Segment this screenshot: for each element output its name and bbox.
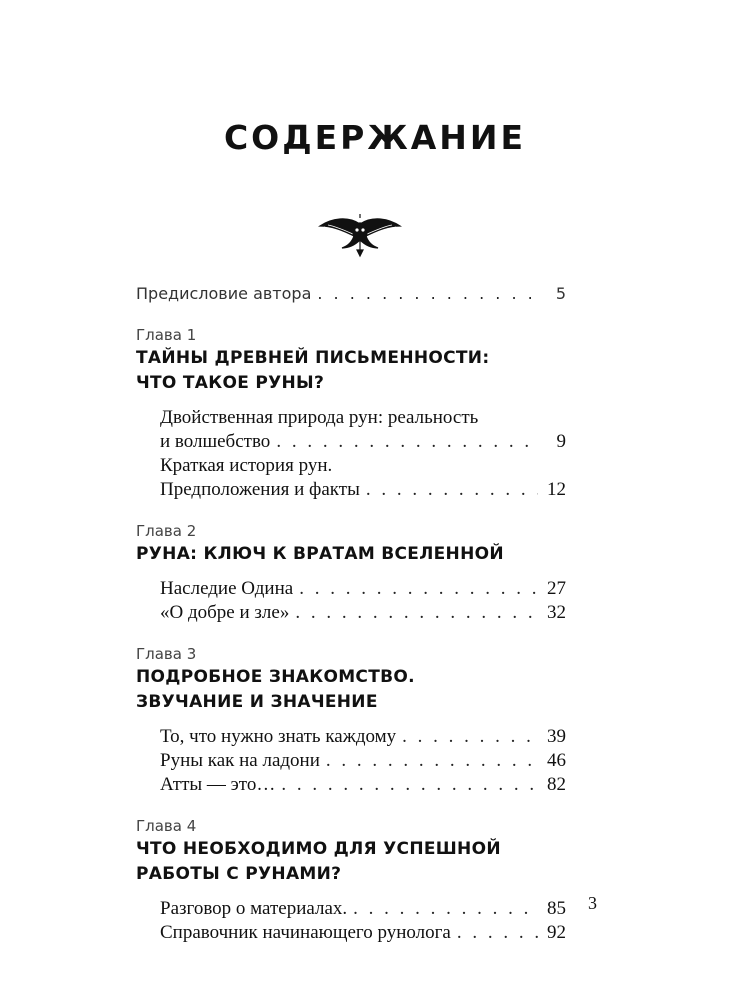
toc-entry-text: Атты — это… xyxy=(160,774,276,795)
toc-entry[interactable] xyxy=(136,921,566,945)
toc-entry-page: 27 xyxy=(547,578,566,599)
chapter-3 xyxy=(136,643,566,797)
chapter-1 xyxy=(136,324,566,502)
chapter-label: Глава 3 xyxy=(136,645,197,663)
page-number: 3 xyxy=(588,893,597,913)
leader-dots xyxy=(299,577,538,601)
chapter-title[interactable] xyxy=(136,665,566,715)
chapter-title[interactable] xyxy=(136,542,566,567)
leader-dots xyxy=(276,430,538,454)
toc-entry[interactable] xyxy=(136,577,566,601)
toc-entry[interactable] xyxy=(136,725,566,749)
leader-dots xyxy=(317,282,538,306)
leader-dots xyxy=(295,601,538,625)
chapter-title-line: ЗВУЧАНИЕ И ЗНАЧЕНИЕ xyxy=(136,692,378,712)
toc-entry-text: Разговор о материалах. xyxy=(160,898,348,919)
chapter-4 xyxy=(136,815,566,945)
toc-entry-page: 32 xyxy=(547,602,566,623)
leader-dots xyxy=(326,749,538,773)
toc-entry-page: 82 xyxy=(547,774,566,795)
toc-entry-page: 12 xyxy=(547,479,566,500)
leader-dots xyxy=(457,921,538,945)
toc-entry-text: То, что нужно знать каждому xyxy=(160,726,397,747)
chapter-2 xyxy=(136,520,566,625)
toc-entry-page: 5 xyxy=(555,284,566,303)
chapter-label: Глава 1 xyxy=(136,326,197,344)
chapter-label: Глава 4 xyxy=(136,817,197,835)
toc-entry[interactable] xyxy=(136,430,566,454)
chapter-title-line: РУНА: КЛЮЧ К ВРАТАМ ВСЕЛЕННОЙ xyxy=(136,544,504,564)
toc-entry-line: Краткая история рун. xyxy=(160,455,333,476)
chapter-title[interactable] xyxy=(136,837,566,887)
toc-entry-page: 46 xyxy=(547,750,566,771)
chapter-title-line: ПОДРОБНОЕ ЗНАКОМСТВО. xyxy=(136,667,415,687)
toc-entry-page: 92 xyxy=(547,922,566,943)
toc-entry-text: Наследие Одина xyxy=(160,578,294,599)
table-of-contents xyxy=(136,282,566,945)
toc-entry-text: Предисловие автора xyxy=(136,284,312,303)
winged-ornament-icon xyxy=(318,212,402,258)
leader-dots xyxy=(366,478,538,502)
chapter-label: Глава 2 xyxy=(136,522,197,540)
toc-entry[interactable] xyxy=(136,749,566,773)
toc-entry-text: Справочник начинающего рунолога xyxy=(160,922,451,943)
toc-entry[interactable] xyxy=(136,897,566,921)
toc-entry-text: «О добре и зле» xyxy=(160,602,290,623)
toc-entry-preface[interactable] xyxy=(136,282,566,306)
chapter-title-line: ТАЙНЫ ДРЕВНЕЙ ПИСЬМЕННОСТИ: xyxy=(136,348,490,368)
toc-entry[interactable] xyxy=(136,773,566,797)
toc-entry-page: 9 xyxy=(556,431,566,452)
toc-entry-page: 85 xyxy=(547,898,566,919)
chapter-title-line: РАБОТЫ С РУНАМИ? xyxy=(136,864,342,884)
leader-dots xyxy=(281,773,538,797)
toc-entry-line: Двойственная природа рун: реальность xyxy=(160,407,479,428)
toc-entry-page: 39 xyxy=(547,726,566,747)
chapter-title-line: ЧТО ТАКОЕ РУНЫ? xyxy=(136,373,325,393)
leader-dots xyxy=(402,725,538,749)
toc-entry[interactable] xyxy=(136,478,566,502)
chapter-title-line: ЧТО НЕОБХОДИМО ДЛЯ УСПЕШНОЙ xyxy=(136,839,501,859)
toc-entry-text: и волшебство xyxy=(160,431,271,452)
toc-entry-text: Руны как на ладони xyxy=(160,750,320,771)
toc-entry-text: Предположения и факты xyxy=(160,479,360,500)
toc-entry[interactable] xyxy=(136,601,566,625)
chapter-title[interactable] xyxy=(136,346,566,396)
page-title: СОДЕРЖАНИЕ xyxy=(223,118,527,157)
leader-dots xyxy=(353,897,538,921)
